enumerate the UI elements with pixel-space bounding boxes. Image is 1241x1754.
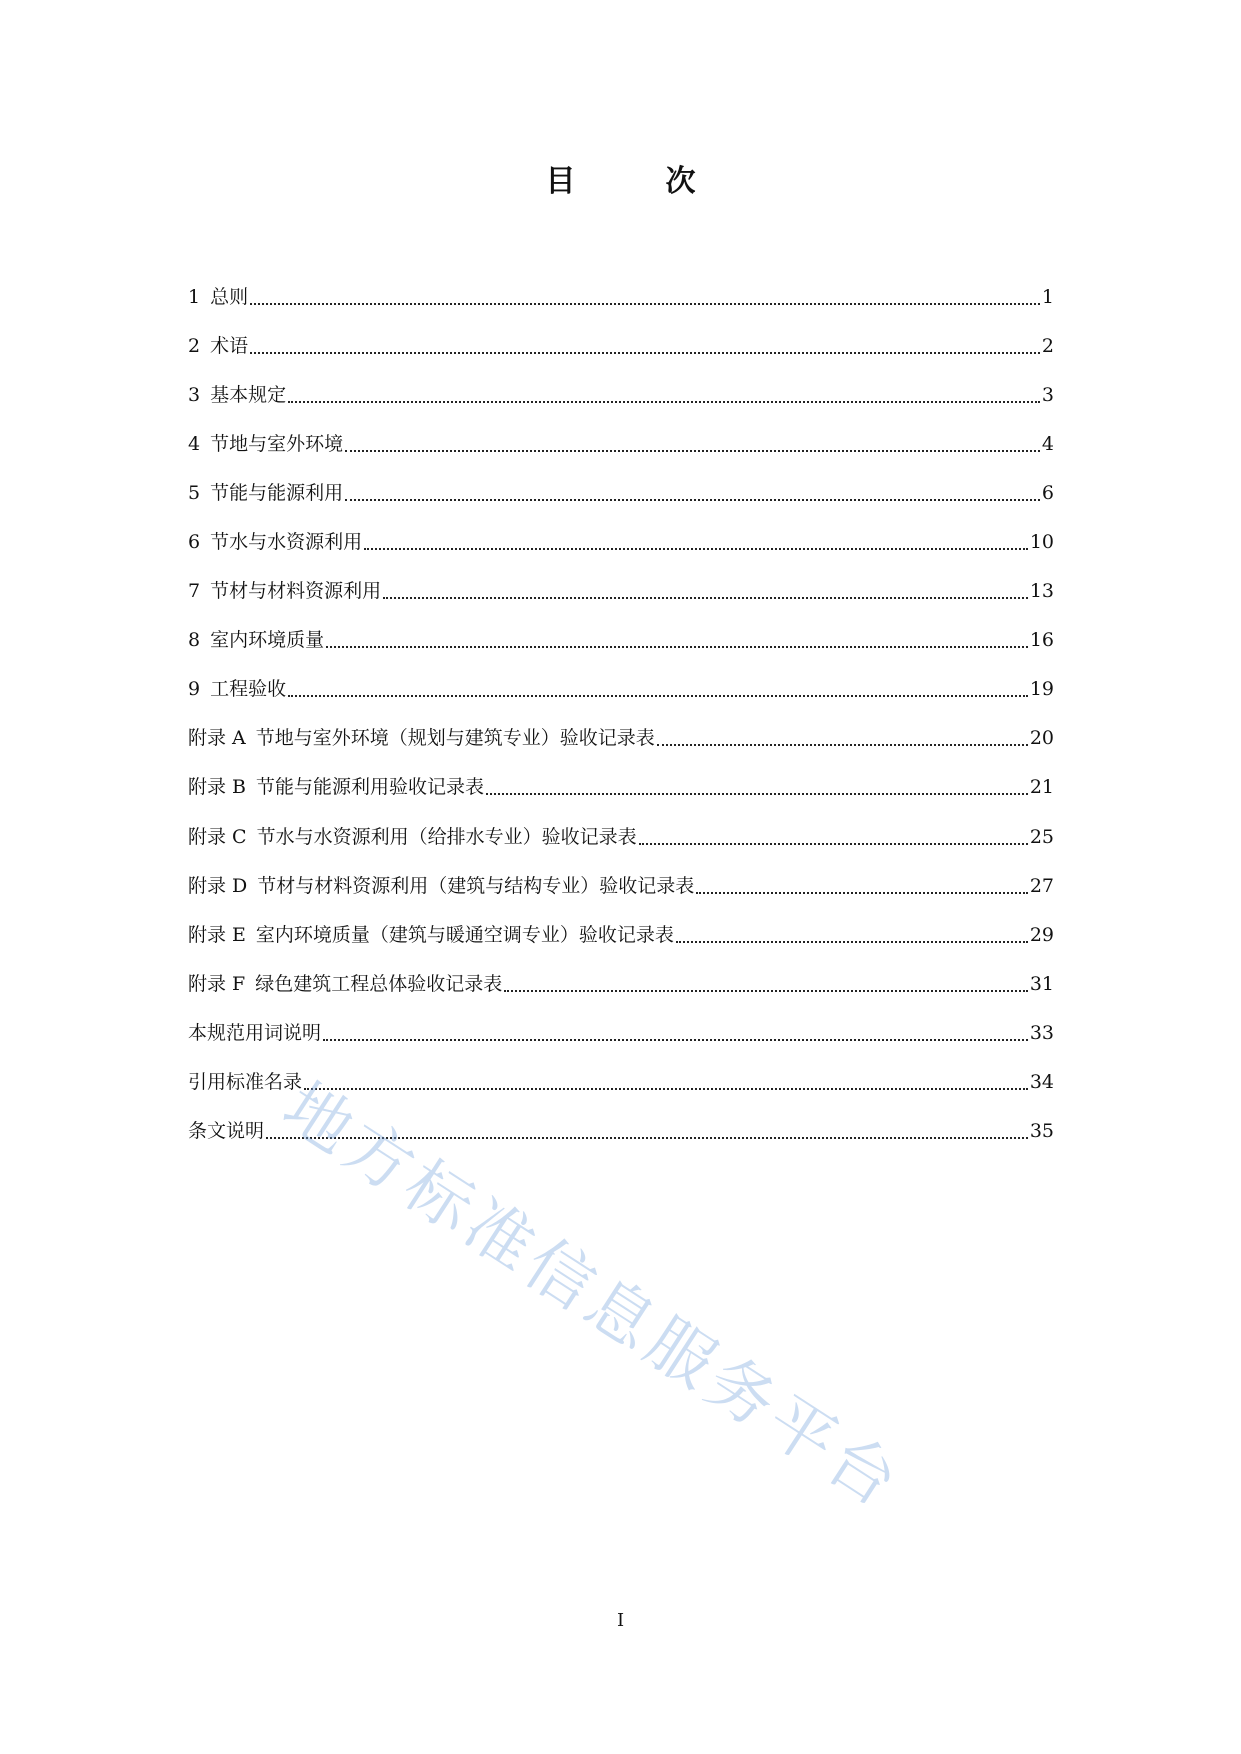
- toc-entry-number: 附录 C: [188, 825, 247, 848]
- toc-leader-dots: [345, 499, 1040, 501]
- toc-entry-page: 31: [1029, 972, 1054, 995]
- toc-entry-page: 20: [1029, 727, 1054, 750]
- toc-leader-dots: [657, 744, 1028, 746]
- toc-entry-title: 本规范用词说明: [188, 1021, 322, 1044]
- toc-entry[interactable]: [188, 616, 1054, 665]
- toc-entry[interactable]: [188, 861, 1054, 910]
- toc-entry[interactable]: [188, 665, 1054, 714]
- toc-entry-page: 4: [1041, 432, 1054, 455]
- toc-entry-title: 节地与室外环境: [210, 432, 344, 455]
- toc-entry-page: 34: [1029, 1071, 1054, 1094]
- toc-entry-number: 2: [188, 334, 201, 357]
- toc-entry-number: 1: [188, 285, 201, 308]
- toc-leader-dots: [288, 401, 1040, 403]
- toc-entry-number: 5: [188, 481, 201, 504]
- toc-entry-number: 附录 D: [188, 874, 248, 897]
- toc-entry-page: 27: [1029, 874, 1054, 897]
- toc-entry-title: 术语: [210, 334, 249, 357]
- toc-entry-title: 节能与能源利用: [210, 481, 344, 504]
- toc-entry[interactable]: [188, 517, 1054, 566]
- toc-entry-page: 13: [1029, 580, 1054, 603]
- toc-entry[interactable]: [188, 714, 1054, 763]
- toc-entry[interactable]: [188, 910, 1054, 959]
- toc-entry[interactable]: [188, 1008, 1054, 1057]
- toc-entry[interactable]: [188, 1058, 1054, 1107]
- toc-entry[interactable]: [188, 272, 1054, 321]
- toc-entry[interactable]: [188, 1107, 1054, 1156]
- toc-entry-page: 29: [1029, 923, 1054, 946]
- toc-leader-dots: [323, 1039, 1028, 1041]
- toc-entry-page: 6: [1041, 481, 1054, 504]
- toc-leader-dots: [364, 548, 1028, 550]
- toc-entry-page: 10: [1029, 531, 1054, 554]
- toc-entry-title: 室内环境质量: [210, 629, 325, 652]
- toc-leader-dots: [486, 793, 1028, 795]
- toc-entry-title: 总则: [210, 285, 249, 308]
- toc-entry-page: 33: [1029, 1021, 1054, 1044]
- page-title: 目 次: [545, 164, 726, 199]
- toc-leader-dots: [250, 303, 1040, 305]
- toc-entry-page: 2: [1041, 334, 1054, 357]
- toc-entry-number: 附录 E: [188, 923, 246, 946]
- toc-leader-dots: [639, 843, 1028, 845]
- toc-entry-number: 4: [188, 432, 201, 455]
- toc-entry-title: 节材与材料资源利用（建筑与结构专业）验收记录表: [257, 874, 695, 897]
- toc-entry-title: 条文说明: [188, 1120, 265, 1143]
- toc-entry-page: 19: [1029, 678, 1054, 701]
- toc-entry[interactable]: [188, 370, 1054, 419]
- toc-entry-title: 基本规定: [210, 383, 287, 406]
- toc-leader-dots: [676, 941, 1028, 943]
- toc-entry-page: 1: [1041, 285, 1054, 308]
- page-number: I: [616, 1610, 625, 1631]
- toc-entry-title: 室内环境质量（建筑与暖通空调专业）验收记录表: [255, 923, 674, 946]
- toc-entry-page: 3: [1041, 383, 1054, 406]
- toc-entry-title: 工程验收: [210, 678, 287, 701]
- toc-leader-dots: [345, 450, 1040, 452]
- watermark: 地方标准信息服务平台: [269, 1067, 916, 1525]
- toc-entry[interactable]: [188, 468, 1054, 517]
- toc-entry[interactable]: [188, 812, 1054, 861]
- toc-entry-number: 3: [188, 383, 201, 406]
- toc-entry-page: 21: [1029, 776, 1054, 799]
- toc-entry-number: 9: [188, 678, 201, 701]
- toc-leader-dots: [383, 597, 1028, 599]
- toc-entry-page: 16: [1029, 629, 1054, 652]
- toc-entry-title: 节地与室外环境（规划与建筑专业）验收记录表: [255, 727, 655, 750]
- toc-leader-dots: [304, 1088, 1028, 1090]
- toc-entry-title: 节水与水资源利用: [210, 531, 363, 554]
- toc-entry-page: 25: [1029, 825, 1054, 848]
- toc-entry-title: 节材与材料资源利用: [210, 580, 382, 603]
- toc-entry-number: 附录 F: [188, 972, 246, 995]
- toc-leader-dots: [266, 1137, 1028, 1139]
- toc-entry-page: 35: [1029, 1120, 1054, 1143]
- toc-entry-title: 绿色建筑工程总体验收记录表: [255, 972, 503, 995]
- toc-entry[interactable]: [188, 419, 1054, 468]
- toc-entry[interactable]: [188, 567, 1054, 616]
- toc-entry-title: 节水与水资源利用（给排水专业）验收记录表: [256, 825, 637, 848]
- toc-leader-dots: [326, 646, 1028, 648]
- toc-leader-dots: [288, 695, 1028, 697]
- toc-entry-number: 7: [188, 580, 201, 603]
- toc-entry-number: 附录 A: [188, 727, 246, 750]
- toc-entry-number: 8: [188, 629, 201, 652]
- toc-leader-dots: [250, 352, 1040, 354]
- toc-entry-number: 6: [188, 531, 201, 554]
- toc-entry[interactable]: [188, 321, 1054, 370]
- toc-entry-title: 节能与能源利用验收记录表: [256, 776, 485, 799]
- toc-entry-title: 引用标准名录: [188, 1071, 303, 1094]
- toc-entry[interactable]: [188, 763, 1054, 812]
- table-of-contents: [188, 272, 1054, 1156]
- toc-leader-dots: [504, 990, 1028, 992]
- toc-entry-number: 附录 B: [188, 776, 247, 799]
- toc-leader-dots: [696, 892, 1028, 894]
- toc-entry[interactable]: [188, 959, 1054, 1008]
